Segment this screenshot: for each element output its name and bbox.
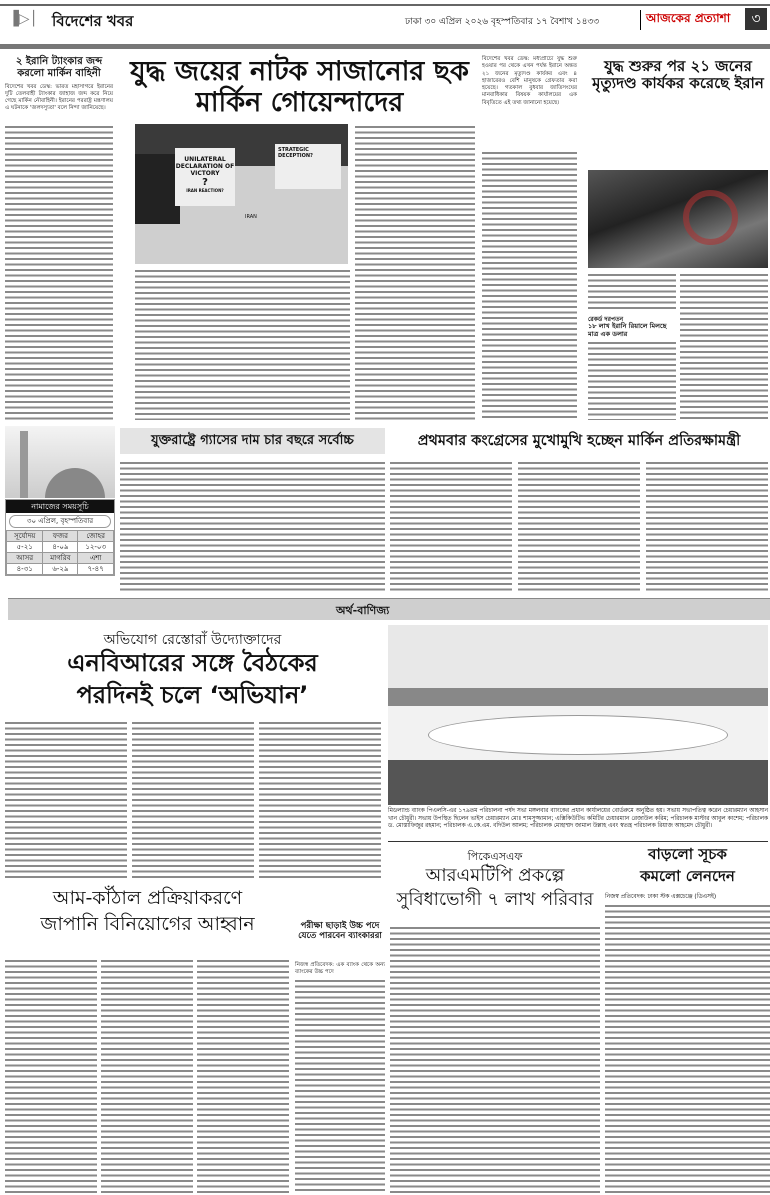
pksf-body [390,925,600,1193]
gas-body [120,460,385,592]
section-band-label: অর্থ-বাণিজ্য [336,604,390,617]
executions-subtitle: ১৮ লাখ ইরানি রিয়ালে মিলছে মাত্র এক ডলার [588,322,667,338]
mango-headline-2: জাপানি বিনিয়োগের আহ্বান [40,913,255,935]
dateline: ঢাকা ৩০ এপ্রিল ২০২৬ বৃহস্পতিবার ১৭ বৈশাখ ১৪৩৩ [405,17,600,27]
congress-col1 [390,460,512,592]
photo-map-label: IRAN [245,214,257,220]
bank-caption: মিডল্যান্ড ব্যাংক পিএলসি-এর ১৭৯তম পরিচালনা পর্ষদ সভা মঙ্গলবার ব্যাংকের প্রধান কার্যালয়ের বোর্ডরুমে অনুষ্ঠিত হয়। সভায় সভাপতিত্ব করেন চেয়ারম্যান আহসান খান চৌধুরী। সভায় উপস্থিত ছিলেন ভাইস চেয়ারম্যান মোঃ শামসুজ্জামান; এক্সিকিউটিভ কমিটির চেয়ারম্যান রেজাউল করিম; পরিচালক মাস্টার আবুল কাশেম; পরিচালক ড. মোস্তাফিজুর রহমান; পরিচালক এ.কে.এম. বদিউল আলম; পরিচালক মোহাম্মদ জামাল উল্লাহ এবং স্বতন্ত্র পরিচালক রিয়াজ আহমেদ চৌধুরী। [388,808,768,829]
main-body-left [135,268,350,420]
prayer-times-box [5,499,115,576]
executions-body [482,150,577,420]
tanker-headline: ২ ইরানি ট্যাংকার জব্দ করলো মার্কিন বাহিনী [15,56,103,79]
arrow-icon: ▐▷│ [8,11,38,27]
nbr-kicker: অভিযোগ রেস্তোরাঁ উদ্যোক্তাদের [103,632,282,648]
congress-col2 [518,460,640,592]
cell: ফজর [43,531,78,542]
masthead-logo: আজকের প্রত্যাশা [640,10,730,30]
photo-sign-2 [275,144,341,189]
cell: ৪-০৯ [43,542,78,553]
index-headline-1: বাড়লো সূচক [648,845,727,863]
congress-headline: প্রথমবার কংগ্রেসের মুখোমুখি হচ্ছেন মার্কিন প্রতিরক্ষামন্ত্রী [417,433,741,449]
cell: সূর্যোদয় [7,531,43,542]
bankers-lead: নিজস্ব প্রতিবেদক: এক ব্যাংক থেকে অন্য ব্যাংকের উচ্চ পদে [295,962,385,975]
photo-sign-question: ? [202,177,208,188]
executions-col3 [680,272,768,420]
executions-col2 [588,340,676,420]
cell: ১২-০৩ [78,542,114,553]
nbr-col1 [5,720,127,880]
page-number: ৩ [745,8,767,30]
photo-sign-text: UNILATERAL DECLARATION OF VICTORY [175,156,235,177]
nbr-col3 [259,720,381,880]
bankers-body [295,978,385,1193]
gas-headline: যুক্তরাষ্ট্রে গ্যাসের দাম চার বছরে সর্বোচ্চ [120,428,385,454]
pksf-kicker: পিকেএসএফ [467,850,523,863]
nbr-headline-1: এনবিআরের সঙ্গে বৈঠকের [67,649,318,677]
cell: ৫-২১ [7,542,43,553]
executions-headline: যুদ্ধ শুরুর পর ২১ জনের মৃত্যুদণ্ড কার্যকর করেছে ইরান [592,57,764,93]
iran-emblem [683,190,738,245]
congress-col3 [646,460,768,592]
prayer-title: নামাজের সময়সূচি [6,500,114,513]
nbr-col2 [132,720,254,880]
mango-col3 [197,958,289,1193]
cell: ৭-৪৭ [78,564,114,575]
tanker-body [5,124,113,420]
minaret [20,431,28,498]
mosque-image [5,426,115,498]
cell: আসর [7,553,43,564]
executions-col1 [588,272,676,312]
nbr-headline-2: পরদিনই চলে ‘অভিযান’ [76,681,309,709]
pksf-headline-1: আরএমটিপি প্রকল্পে [425,865,565,886]
cell: এশা [78,553,114,564]
iran-photo [588,170,768,268]
mango-col2 [101,958,193,1193]
prayer-date: ৩০ এপ্রিল, বৃহস্পতিবার [9,515,111,528]
executions-lead: বিদেশের খবর ডেস্ক: মধ্যপ্রাচ্যে যুদ্ধ শুরু হওয়ার পর থেকে এখন পর্যন্ত ইরানে অন্তত ২১ জনের মৃত্যুদণ্ড কার্যকর এবং ৪ হাজারেরও বেশি মানুষকে গ্রেফতার করা হয়েছে। গতকাল বুধবার জাতিসংঘের মানবাধিকার বিষয়ক কার্যালয়ের এক বিবৃতিতে এই তথ্য জানানো হয়েছে। [482,56,577,106]
dome [45,468,105,498]
index-body [605,903,770,1193]
tanker-lead: বিদেশের খবর ডেস্ক: ভারত মহাসাগরে ইরানের দুটি তেলবাহী ট্যাংকার জাহাজ জব্দ করে নিয়ে গেছে মার্কিন নৌবাহিনী। ইরানের পররাষ্ট্র মন্ত্রণালয় এ ঘটনাকে 'জলদস্যুতা' বলে নিন্দা জানিয়েছে। [5,84,113,111]
mango-col1 [5,958,97,1193]
pksf-headline-2: সুবিধাভোগী ৭ লাখ পরিবার [396,889,594,910]
top-rule [0,4,770,6]
photo-sign-subtext: IRAN REACTION? [186,188,224,193]
cell: জোহর [78,531,114,542]
bankers-headline: পরীক্ষা ছাড়াই উচ্চ পদে যেতে পারবেন ব্যাংকাররা [298,921,382,941]
cell: মাগরিব [43,553,78,564]
executions-subhead: রেকর্ড দরপতন [588,316,624,323]
board-meeting-photo [388,625,768,805]
prayer-table [6,530,114,575]
index-headline-2: কমলো লেনদেন [640,867,735,885]
main-body-right [355,124,475,420]
divider [388,841,768,842]
cell: ৬-২৯ [43,564,78,575]
index-lead: নিজস্ব প্রতিবেদক: ঢাকা স্টক এক্সচেঞ্জে (ডিএসই) [605,893,770,901]
mango-headline-1: আম-কাঁঠাল প্রক্রিয়াকরণে [52,887,243,909]
main-headline: যুদ্ধ জয়ের নাটক সাজানোর ছক মার্কিন গোয়েন্দাদের [130,56,469,119]
section-band [8,598,770,620]
trump-figure [135,154,180,224]
header-rule [0,44,770,49]
meeting-table [428,715,728,755]
photo-sign-2-text: STRATEGIC DECEPTION? [278,147,313,159]
section-name: বিদেশের খবর [52,12,134,30]
cell: ৪-৩১ [7,564,43,575]
war-photo [135,124,348,264]
